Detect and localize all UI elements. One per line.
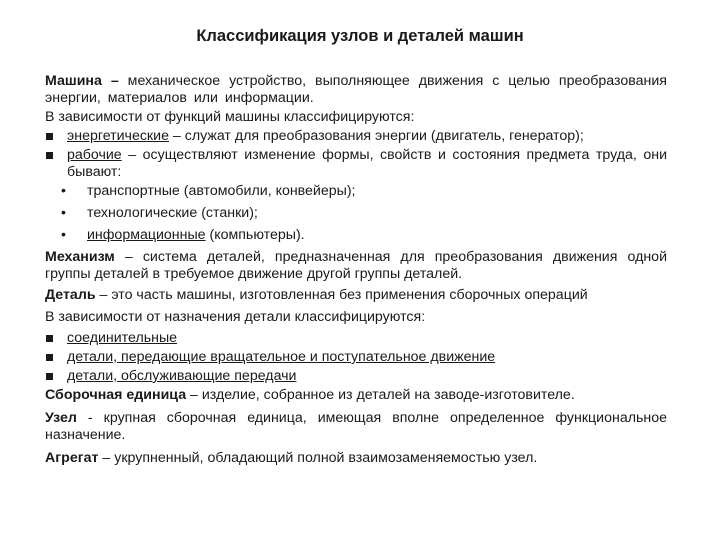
working-term: рабочие	[67, 147, 122, 163]
assembly-unit-term: Сборочная единица	[45, 387, 187, 403]
assembly-unit-definition	[45, 387, 667, 404]
square-bullet-icon	[46, 354, 53, 361]
sublist-item-technological	[45, 205, 667, 222]
bullet-dot-icon: •	[61, 183, 66, 199]
square-bullet-icon	[46, 152, 53, 159]
sublist-item-text: транспортные (автомобили, конвейеры);	[87, 183, 356, 199]
square-bullet-icon	[46, 133, 53, 140]
list-item-servicing	[45, 368, 667, 385]
working-text: – осуществляют изменение формы, свойств и состояния предмета труда, они бывают:	[67, 147, 667, 180]
aggregate-definition-text: – укрупненный, обладающий полной взаимозаменяемостью узел.	[98, 450, 538, 466]
page-title: Классификация узлов и деталей машин	[196, 27, 524, 45]
bullet-dot-icon: •	[61, 227, 66, 243]
sublist-item-rest: (компьютеры).	[205, 227, 305, 243]
square-bullet-icon	[46, 335, 53, 342]
list-item-working	[45, 147, 667, 181]
mechanism-definition	[45, 249, 667, 283]
aggregate-term: Агрегат	[45, 450, 99, 466]
part-definition-text: – это часть машины, изготовленная без применения сборочных операций	[95, 287, 588, 303]
unit-definition	[45, 410, 667, 444]
bullet-dot-icon: •	[61, 205, 66, 221]
square-bullet-icon	[46, 373, 53, 380]
machine-term: Машина –	[45, 73, 119, 89]
aggregate-definition	[45, 450, 667, 467]
part-type-label: соединительные	[67, 330, 178, 346]
part-term: Деталь	[45, 287, 96, 303]
part-type-label: детали, обслуживающие передачи	[67, 368, 297, 384]
document-body	[45, 73, 667, 469]
sublist-item-underlined: информационные	[87, 227, 206, 243]
assembly-unit-definition-text: – изделие, собранное из деталей на заводе-изготовителе.	[186, 387, 575, 403]
energy-term: энергетические	[67, 128, 169, 144]
list-item-transmitting	[45, 349, 667, 366]
energy-text: – служат для преобразования энергии (двигатель, генератор);	[168, 128, 584, 144]
part-definition	[45, 287, 667, 304]
sublist-item-transport	[45, 183, 667, 200]
unit-term: Узел	[45, 410, 77, 426]
functions-intro: В зависимости от функций машины классифицируются:	[45, 109, 415, 125]
mechanism-term: Механизм	[45, 249, 115, 265]
machine-definition-text: механическое устройство, выполняющее движения с целью преобразования энергии, материалов или информации.	[45, 73, 667, 106]
purpose-intro: В зависимости от назначения детали классифицируются:	[45, 309, 426, 325]
list-item-energy	[45, 128, 667, 145]
sublist-item-information	[45, 227, 667, 244]
part-type-label: детали, передающие вращательное и поступательное движение	[67, 349, 496, 365]
list-item-connecting	[45, 330, 667, 347]
unit-definition-text: - крупная сборочная единица, имеющая вполне определенное функциональное назначение.	[45, 410, 667, 443]
mechanism-definition-text: – система деталей, предназначенная для преобразования движения одной группы деталей в требуемое движение другой группы деталей.	[45, 249, 667, 282]
machine-definition	[45, 73, 667, 107]
sublist-item-text: технологические (станки);	[87, 205, 258, 221]
